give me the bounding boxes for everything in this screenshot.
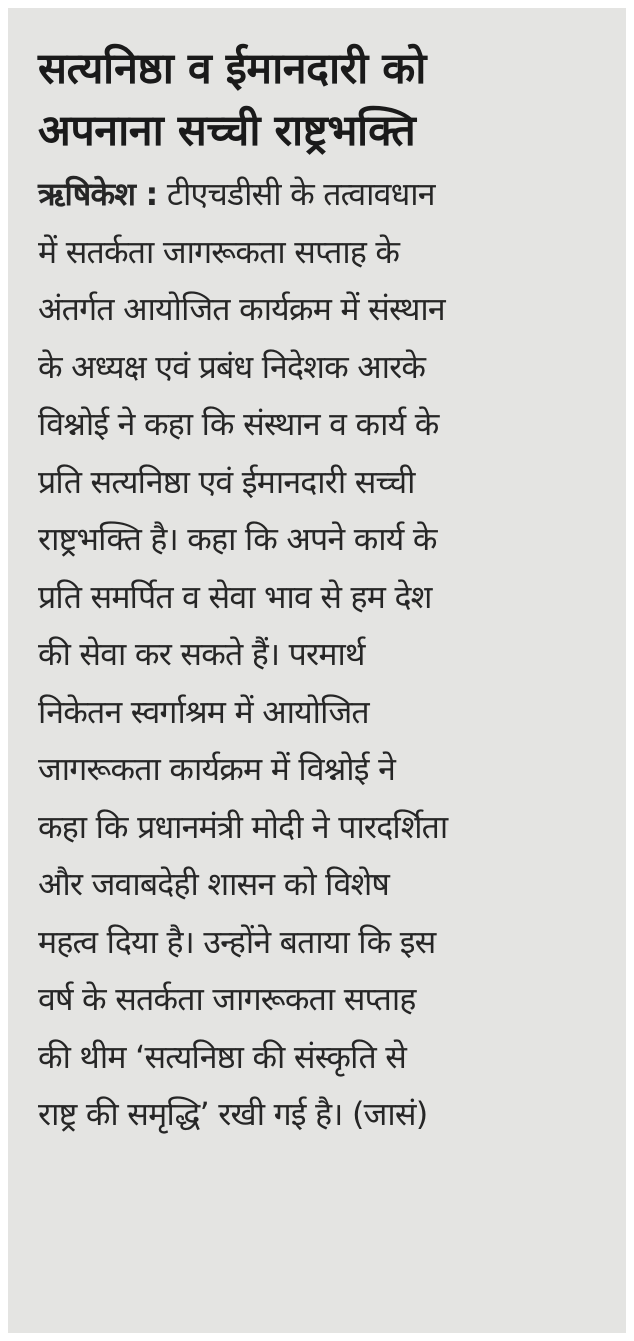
body-line: की थीम ‘सत्यनिष्ठा की संस्कृति से	[38, 1037, 407, 1076]
body-line: और जवाबदेही शासन को विशेष	[38, 865, 390, 903]
newspaper-clipping	[8, 8, 626, 1333]
body-line: वर्ष के सतर्कता जागरूकता सप्ताह	[38, 980, 416, 1018]
body-line: प्रति सत्यनिष्ठा एवं ईमानदारी सच्ची	[38, 462, 415, 501]
body-line: प्रति समर्पित व सेवा भाव से हम देश	[38, 577, 432, 616]
body-line: के अध्यक्ष एवं प्रबंध निदेशक आरके	[38, 347, 426, 386]
dateline: ऋषिकेश :	[38, 175, 158, 213]
body-line: राष्ट्र की समृद्धि’ रखी गई है। (जासं)	[38, 1095, 428, 1133]
body-line: महत्व दिया है। उन्होंने बताया कि इस	[38, 922, 436, 961]
body-line: की सेवा कर सकते हैं। परमार्थ	[38, 635, 365, 673]
body-line: जागरूकता कार्यक्रम में विश्नोई ने	[38, 750, 396, 788]
body-line: कहा कि प्रधानमंत्री मोदी ने पारदर्शिता	[38, 807, 448, 846]
body-line: विश्नोई ने कहा कि संस्थान व कार्य के	[38, 405, 439, 443]
headline-line: सत्यनिष्ठा व ईमानदारी को	[38, 44, 426, 94]
body-line: में सतर्कता जागरूकता सप्ताह के	[38, 232, 400, 271]
body-line	[38, 166, 612, 224]
body-line-text: टीएचडीसी के तत्वावधान	[157, 175, 435, 213]
article-body	[38, 166, 612, 1144]
body-line: राष्ट्रभक्ति है। कहा कि अपने कार्य के	[38, 520, 437, 558]
body-line: निकेतन स्वर्गाश्रम में आयोजित	[38, 692, 369, 731]
headline	[38, 38, 612, 162]
headline-line: अपनाना सच्ची राष्ट्रभक्ति	[38, 106, 416, 156]
body-line: अंतर्गत आयोजित कार्यक्रम में संस्थान	[38, 290, 445, 328]
